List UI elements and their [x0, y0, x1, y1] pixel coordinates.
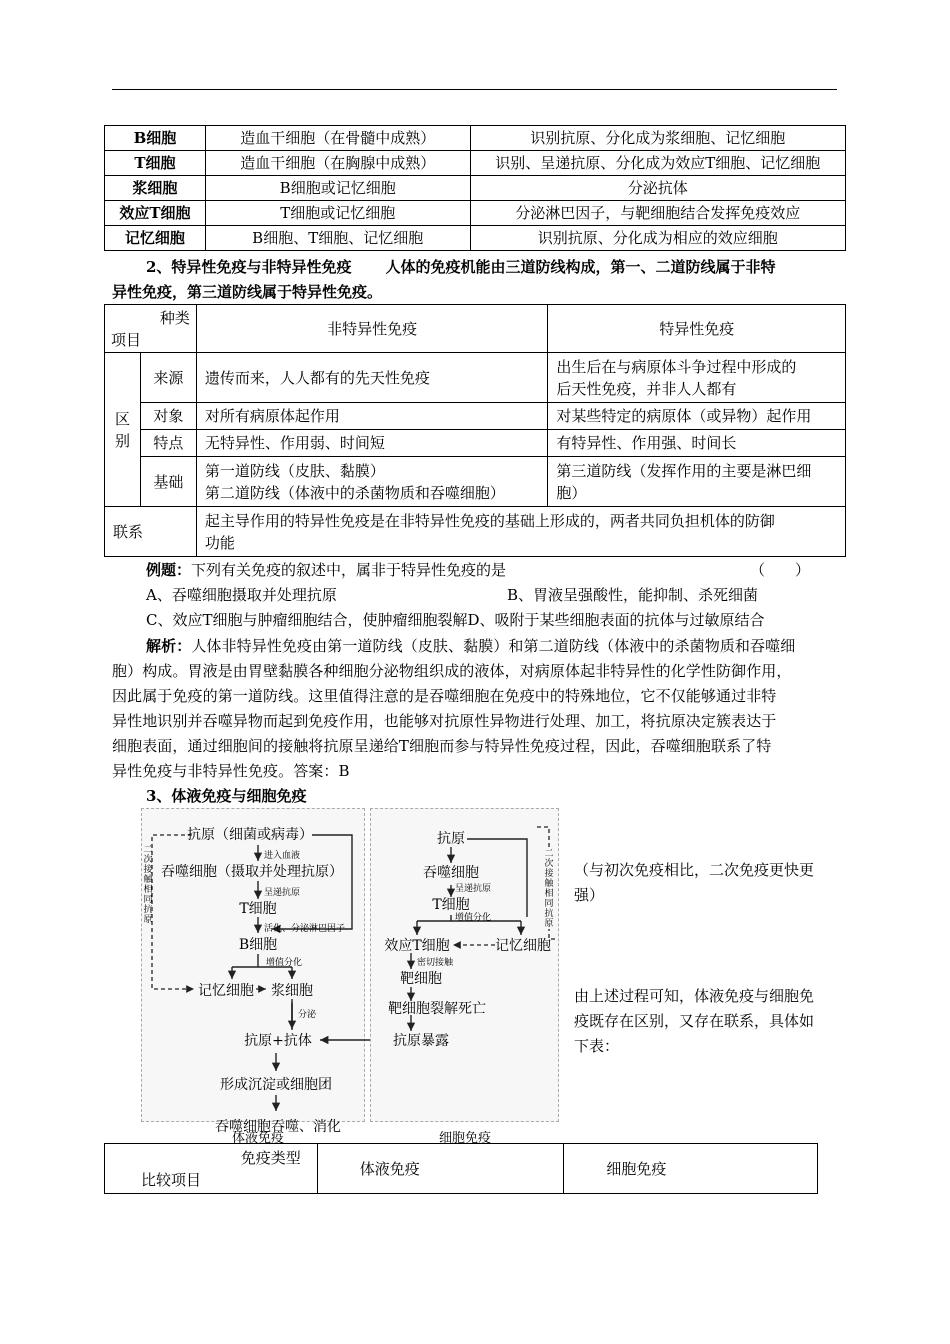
cell-name: 浆细胞 — [105, 176, 206, 201]
note-summary — [574, 984, 844, 1059]
cellular-proliferate: 增值分化 — [455, 913, 492, 923]
corner-bottom: 项目 — [111, 330, 142, 349]
cell-row — [105, 126, 846, 151]
humoral-precipitate: 形成沉淀或细胞团 — [220, 1077, 332, 1093]
humoral-proliferate: 增值分化 — [266, 958, 303, 968]
cell-name: 效应T细胞 — [105, 201, 206, 226]
row-specific: 有特异性、作用强、时间长 — [548, 430, 846, 457]
row-nonspecific-line2: 第二道防线（体液中的杀菌物质和吞噬细胞） — [204, 483, 505, 502]
row-label: 来源 — [140, 353, 196, 403]
section2-heading: 2、特异性免疫与非特异性免疫 — [146, 258, 352, 276]
analysis-line4: 异性地识别并吞噬异物而起到免疫作用，也能够对抗原性异物进行处理、加工，将抗原决定簇表达于 — [112, 712, 777, 730]
row-specific-line1: 第三道防线（发挥作用的主要是淋巴细 — [556, 461, 812, 480]
row-specific — [548, 353, 846, 403]
col-nonspecific: 非特异性免疫 — [196, 305, 547, 353]
row-nonspecific: 对所有病原体起作用 — [196, 403, 547, 430]
bottom-corner-top: 免疫类型 — [240, 1148, 301, 1167]
analysis-line1: 人体非特异性免疫由第一道防线（皮肤、黏膜）和第二道防线（体液中的杀菌物质和吞噬细 — [191, 637, 796, 655]
row-label: 对象 — [140, 403, 196, 430]
option-a: A、吞噬细胞摄取并处理抗原 — [146, 586, 337, 604]
row-nonspecific-line1: 第一道防线（皮肤、黏膜） — [204, 461, 385, 480]
humoral-antigen-antibody: 抗原+抗体 — [244, 1033, 312, 1049]
cell-row — [105, 151, 846, 176]
humoral-phagocyte: 吞噬细胞（摄取并处理抗原） — [161, 864, 343, 880]
cellular-caption: 细胞免疫 — [438, 1131, 492, 1146]
cellular-exposed: 抗原暴露 — [393, 1033, 449, 1049]
humoral-diagram — [141, 808, 365, 1146]
example-label: 例题： — [146, 561, 192, 579]
cellular-present: 呈递抗原 — [455, 884, 492, 894]
bottom-corner-bottom: 比较项目 — [141, 1170, 202, 1189]
link-text-line2: 功能 — [204, 533, 235, 552]
cellular-contact: 密切接触 — [417, 958, 454, 968]
cellular-lysis: 靶细胞裂解死亡 — [388, 1001, 486, 1017]
cell-origin: 造血干细胞（在骨髓中成熟） — [205, 126, 470, 151]
immunity-compare-table — [104, 1143, 818, 1194]
bottom-col-humoral: 体液免疫 — [317, 1144, 564, 1194]
humoral-side-label: 二次接触相同抗原 — [143, 845, 153, 925]
cell-function: 识别、呈递抗原、分化成为效应T细胞、记忆细胞 — [470, 151, 845, 176]
row-specific — [548, 457, 846, 507]
cell-origin: B细胞、T细胞、记忆细胞 — [205, 226, 470, 251]
row-nonspecific: 无特异性、作用弱、时间短 — [196, 430, 547, 457]
cell-name: T细胞 — [105, 151, 206, 176]
cellular-phagocyte: 吞噬细胞 — [423, 865, 479, 881]
cellular-side-label: 二次接触相同抗原 — [544, 849, 554, 929]
humoral-digest: 吞噬细胞吞噬、消化 — [215, 1119, 341, 1135]
cellular-effector: 效应T细胞 — [384, 938, 450, 954]
cell-origin: 造血干细胞（在胸腺中成熟） — [205, 151, 470, 176]
analysis — [112, 634, 842, 784]
example — [112, 558, 842, 633]
note2-line3: 下表： — [574, 1037, 620, 1055]
group-label-1: 区 — [114, 409, 130, 428]
section2-text — [112, 255, 842, 305]
humoral-secrete: 分泌 — [298, 1010, 317, 1020]
row-specific-line2: 后天性免疫，并非人人都有 — [556, 379, 737, 398]
cell-origin: B细胞或记忆细胞 — [205, 176, 470, 201]
analysis-line6: 异性免疫与非特异性免疫。答案：B — [112, 762, 350, 780]
note-second-response — [574, 858, 844, 908]
link-text-line1: 起主导作用的特异性免疫是在非特异性免疫的基础上形成的，两者共同负担机体的防御 — [204, 511, 775, 530]
col-specific: 特异性免疫 — [548, 305, 846, 353]
group-label — [105, 353, 141, 507]
humoral-memory: 记忆细胞 — [198, 983, 254, 999]
comparison-table — [104, 304, 846, 557]
note2-line2: 疫既存在区别，又存在联系，具体如 — [574, 1012, 815, 1030]
humoral-plasma: 浆细胞 — [271, 983, 313, 999]
cell-function: 分泌淋巴因子，与靶细胞结合发挥免疫效应 — [470, 201, 845, 226]
row-nonspecific — [196, 457, 547, 507]
cellular-memory: 记忆细胞 — [495, 938, 551, 954]
row-specific-line1: 出生后在与病原体斗争过程中形成的 — [556, 357, 797, 376]
row-specific-line2: 胞） — [556, 483, 587, 502]
cell-name: B细胞 — [105, 126, 206, 151]
cellular-diagram — [370, 808, 559, 1146]
section3-heading: 3、体液免疫与细胞免疫 — [146, 787, 307, 805]
cellular-antigen: 抗原 — [437, 831, 465, 847]
row-label: 基础 — [140, 457, 196, 507]
analysis-line2: 胞）构成。胃液是由胃壁黏膜各种细胞分泌物组织成的液体，对病原体起非特异性的化学性防御作用， — [112, 662, 792, 680]
humoral-enter-blood: 进入血液 — [264, 851, 301, 861]
cell-row — [105, 201, 846, 226]
cell-function: 分泌抗体 — [470, 176, 845, 201]
corner-top: 种类 — [159, 308, 190, 327]
section2-line2: 异性免疫，第三道防线属于特异性免疫。 — [112, 283, 383, 301]
section2-line1: 人体的免疫机能由三道防线构成，第一、二道防线属于非特 — [385, 258, 776, 276]
note1-line2: 强） — [574, 886, 605, 904]
row-nonspecific: 遗传而来，人人都有的先天性免疫 — [196, 353, 547, 403]
humoral-activate: 活化、分泌淋巴因子 — [264, 924, 346, 934]
cellular-t-cell: T细胞 — [432, 897, 470, 913]
humoral-caption: 体液免疫 — [231, 1131, 285, 1146]
link-text — [196, 507, 845, 557]
row-specific: 对某些特定的病原体（或异物）起作用 — [548, 403, 846, 430]
corner-cell — [105, 305, 197, 353]
analysis-label: 解析： — [146, 637, 192, 655]
row-label: 特点 — [140, 430, 196, 457]
analysis-line5: 细胞表面，通过细胞间的接触将抗原呈递给T细胞而参与特异性免疫过程，因此，吞噬细胞联系了特 — [112, 737, 772, 755]
example-blank: （ ） — [750, 561, 811, 579]
option-b: B、胃液呈强酸性，能抑制、杀死细菌 — [507, 586, 759, 604]
humoral-b-cell: B细胞 — [238, 937, 278, 953]
note1-line1: （与初次免疫相比，二次免疫更快更 — [574, 861, 815, 879]
cell-row — [105, 226, 846, 251]
cells-table — [104, 125, 846, 251]
bottom-corner — [105, 1144, 318, 1194]
cell-function: 识别抗原、分化成为相应的效应细胞 — [470, 226, 845, 251]
humoral-t-cell: T细胞 — [239, 901, 277, 917]
option-cd: C、效应T细胞与肿瘤细胞结合，使肿瘤细胞裂解D、吸附于某些细胞表面的抗体与过敏原结合 — [146, 611, 765, 629]
group-label-2: 别 — [114, 431, 130, 450]
header-rule — [112, 89, 837, 90]
cell-row — [105, 176, 846, 201]
link-label: 联系 — [105, 507, 197, 557]
cell-function: 识别抗原、分化成为浆细胞、记忆细胞 — [470, 126, 845, 151]
humoral-present: 呈递抗原 — [264, 888, 301, 898]
cell-origin: T细胞或记忆细胞 — [205, 201, 470, 226]
analysis-line3: 因此属于免疫的第一道防线。这里值得注意的是吞噬细胞在免疫中的特殊地位，它不仅能够通过非特 — [112, 687, 777, 705]
note2-line1: 由上述过程可知，体液免疫与细胞免 — [574, 987, 815, 1005]
cell-name: 记忆细胞 — [105, 226, 206, 251]
humoral-antigen: 抗原（细菌或病毒） — [187, 827, 313, 843]
example-question: 下列有关免疫的叙述中，属非于特异性免疫的是 — [191, 561, 507, 579]
cellular-target: 靶细胞 — [400, 971, 442, 987]
bottom-col-cellular: 细胞免疫 — [564, 1144, 818, 1194]
